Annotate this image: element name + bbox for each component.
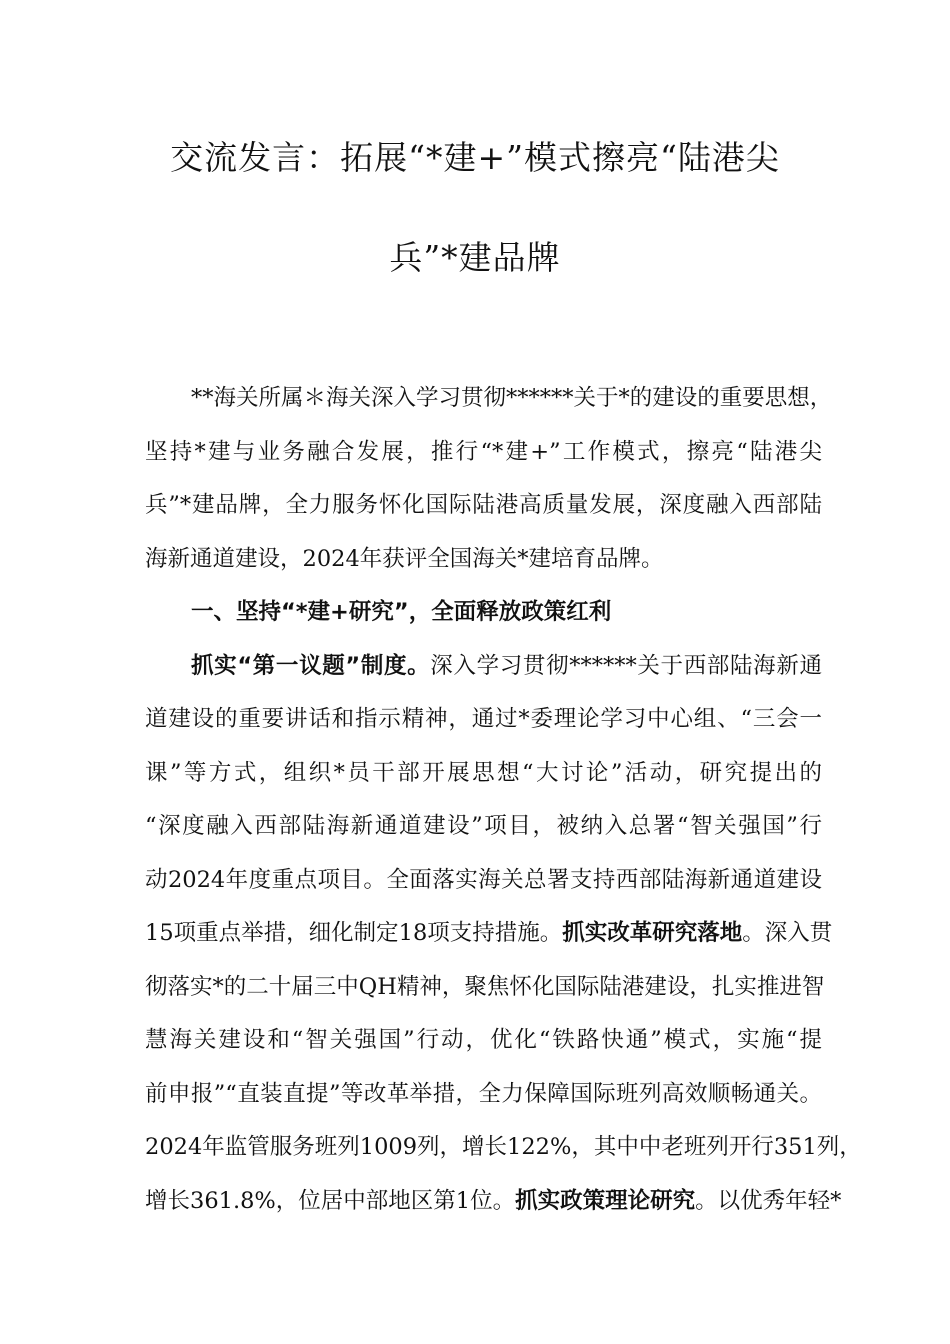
text-line <box>145 755 822 809</box>
text-line <box>145 1183 842 1237</box>
text-segment: 15项重点举措，细化制定18项支持措施。 <box>145 920 563 946</box>
text-segment: 前申报”“直装直提”等改革举措，全力保障国际班列高效顺畅通关。 <box>145 1080 822 1107</box>
document-title-line-1: 交流发言：拓展“*建+”模式擦亮“陆港尖 <box>170 138 780 177</box>
text-segment: 增长361.8%，位居中部地区第1位。 <box>145 1187 516 1214</box>
text-segment: 课”等方式，组织*员干部开展思想“大讨论”活动，研究提出的 <box>145 759 822 786</box>
text-line <box>145 1076 822 1130</box>
text-segment: 2024年监管服务班列1009列，增长122%，其中中老班列开行351列， <box>145 1134 862 1160</box>
text-line <box>145 862 822 916</box>
text-segment: 。深入贯 <box>742 920 833 946</box>
text-segment: 海新通道建设，2024年获评全国海关*建培育品牌。 <box>145 545 664 572</box>
bold-phrase: 抓实政策理论研究 <box>515 1187 696 1214</box>
text-line <box>145 969 825 1023</box>
text-segment: 慧海关建设和“智关强国”行动，优化“铁路快通”模式，实施“提 <box>145 1027 822 1053</box>
text-line <box>145 648 822 702</box>
text-segment: 动2024年度重点项目。全面落实海关总署支持西部陆海新通道建设 <box>145 866 822 893</box>
bold-phrase: 抓实“第一议题”制度。 <box>191 652 431 679</box>
text-segment: 兵”*建品牌，全力服务怀化国际陆港高质量发展，深度融入西部陆 <box>145 492 822 518</box>
text-segment: 深入学习贯彻******关于西部陆海新通 <box>430 652 822 679</box>
text-segment: 道建设的重要讲话和指示精神，通过*委理论学习中心组、“三会一 <box>145 706 822 732</box>
text-segment: **海关所属＊海关深入学习贯彻******关于*的建设的重要思想， <box>191 385 833 411</box>
text-segment: 彻落实*的二十届三中QH精神，聚焦怀化国际陆港建设，扎实推进智 <box>145 973 825 1000</box>
text-line <box>145 487 822 541</box>
text-segment: 坚持*建与业务融合发展，推行“*建+”工作模式，擦亮“陆港尖 <box>145 438 822 465</box>
text-line <box>145 1129 862 1183</box>
text-line <box>145 808 822 862</box>
section-heading <box>145 594 822 648</box>
text-line <box>145 915 833 969</box>
text-line <box>145 434 822 488</box>
text-line <box>145 1022 822 1076</box>
bold-phrase: 抓实改革研究落地 <box>562 920 743 946</box>
text-line <box>145 541 822 595</box>
text-line <box>145 380 833 434</box>
text-line <box>145 701 822 755</box>
document-body <box>145 380 862 1236</box>
bold-phrase: 一、坚持“*建+研究”，全面释放政策红利 <box>191 599 612 625</box>
text-segment: “深度融入西部陆海新通道建设”项目，被纳入总署“智关强国”行 <box>145 813 822 839</box>
text-segment: 。以优秀年轻* <box>695 1187 842 1214</box>
document-title-line-2: 兵”*建品牌 <box>389 238 561 277</box>
